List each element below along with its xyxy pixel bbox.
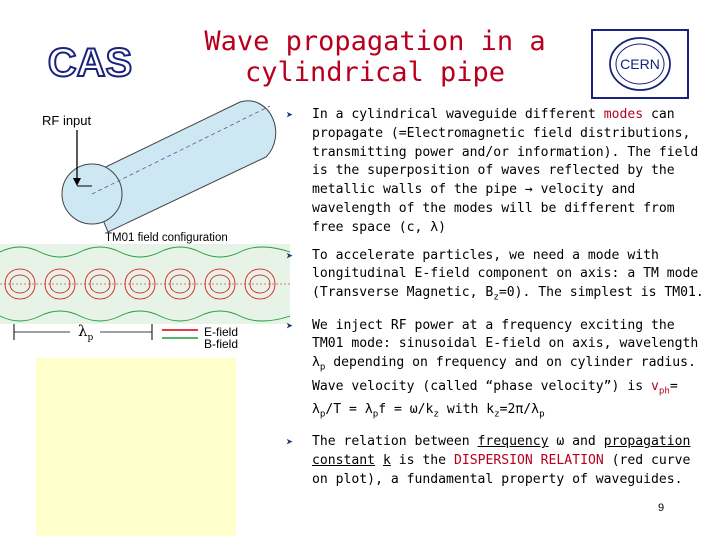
bullet-arrow-icon: ➤ bbox=[286, 248, 294, 263]
cas-logo bbox=[40, 38, 140, 88]
plot-panel bbox=[36, 358, 236, 536]
bullet-dispersion: ➤ The relation between frequency ω and propagation constant k is the DISPERSION RELATION (red curve on plot), a fundamental property of waveguides. bbox=[286, 434, 691, 487]
rf-input-label: RF input bbox=[42, 113, 92, 128]
bullet-list bbox=[286, 106, 714, 499]
bullet-rf-power: ➤ We inject RF power at a frequency exciting the TM01 mode: sinusoidal E-field on axis, wavelength $\lambda_p$ depending on frequency and on cylinder radius. Wave velocity (called “phase velocity”) is $v_{ph}= \lambda_p/T = \lambda_pf = \omega/k_z$ with $k_z=2\pi/\lambda_p$ bbox=[286, 317, 699, 420]
tm01-field-plot bbox=[0, 244, 290, 324]
cern-logo bbox=[590, 28, 690, 100]
slide-title: Wave propagation in a cylindrical pipe bbox=[204, 26, 546, 88]
field-config-label: TM01 field configuration bbox=[105, 232, 228, 244]
cern-logo-text: CERN bbox=[620, 56, 660, 72]
wavelength-label: $\lambda_p$ bbox=[78, 322, 94, 343]
page-number: 9 bbox=[658, 502, 665, 514]
cas-logo-text: CAS bbox=[47, 41, 133, 85]
bullet-modes: ➤ In a cylindrical waveguide different modes can propagate (=Electromagnetic field distributions, transmitting power and/or information). The field is the superposition of waves reflected by the metallic walls of the pipe → velocity and wavelength of the modes will be different from free space (c, λ) bbox=[286, 107, 699, 235]
bullet-arrow-icon: ➤ bbox=[286, 108, 294, 122]
legend-e-field: E-field bbox=[204, 325, 239, 339]
bullet-tm-mode: ➤ To accelerate particles, we need a mode with longitudinal E-field component on axis: a TM mode (Transverse Magnetic, $B_z=0$). The simplest is TM01. bbox=[286, 247, 704, 303]
bullet-arrow-icon: ➤ bbox=[286, 435, 294, 450]
bullet-arrow-icon: ➤ bbox=[286, 318, 294, 333]
legend-b-field: B-field bbox=[204, 337, 239, 351]
wavelength-bar bbox=[0, 322, 290, 342]
